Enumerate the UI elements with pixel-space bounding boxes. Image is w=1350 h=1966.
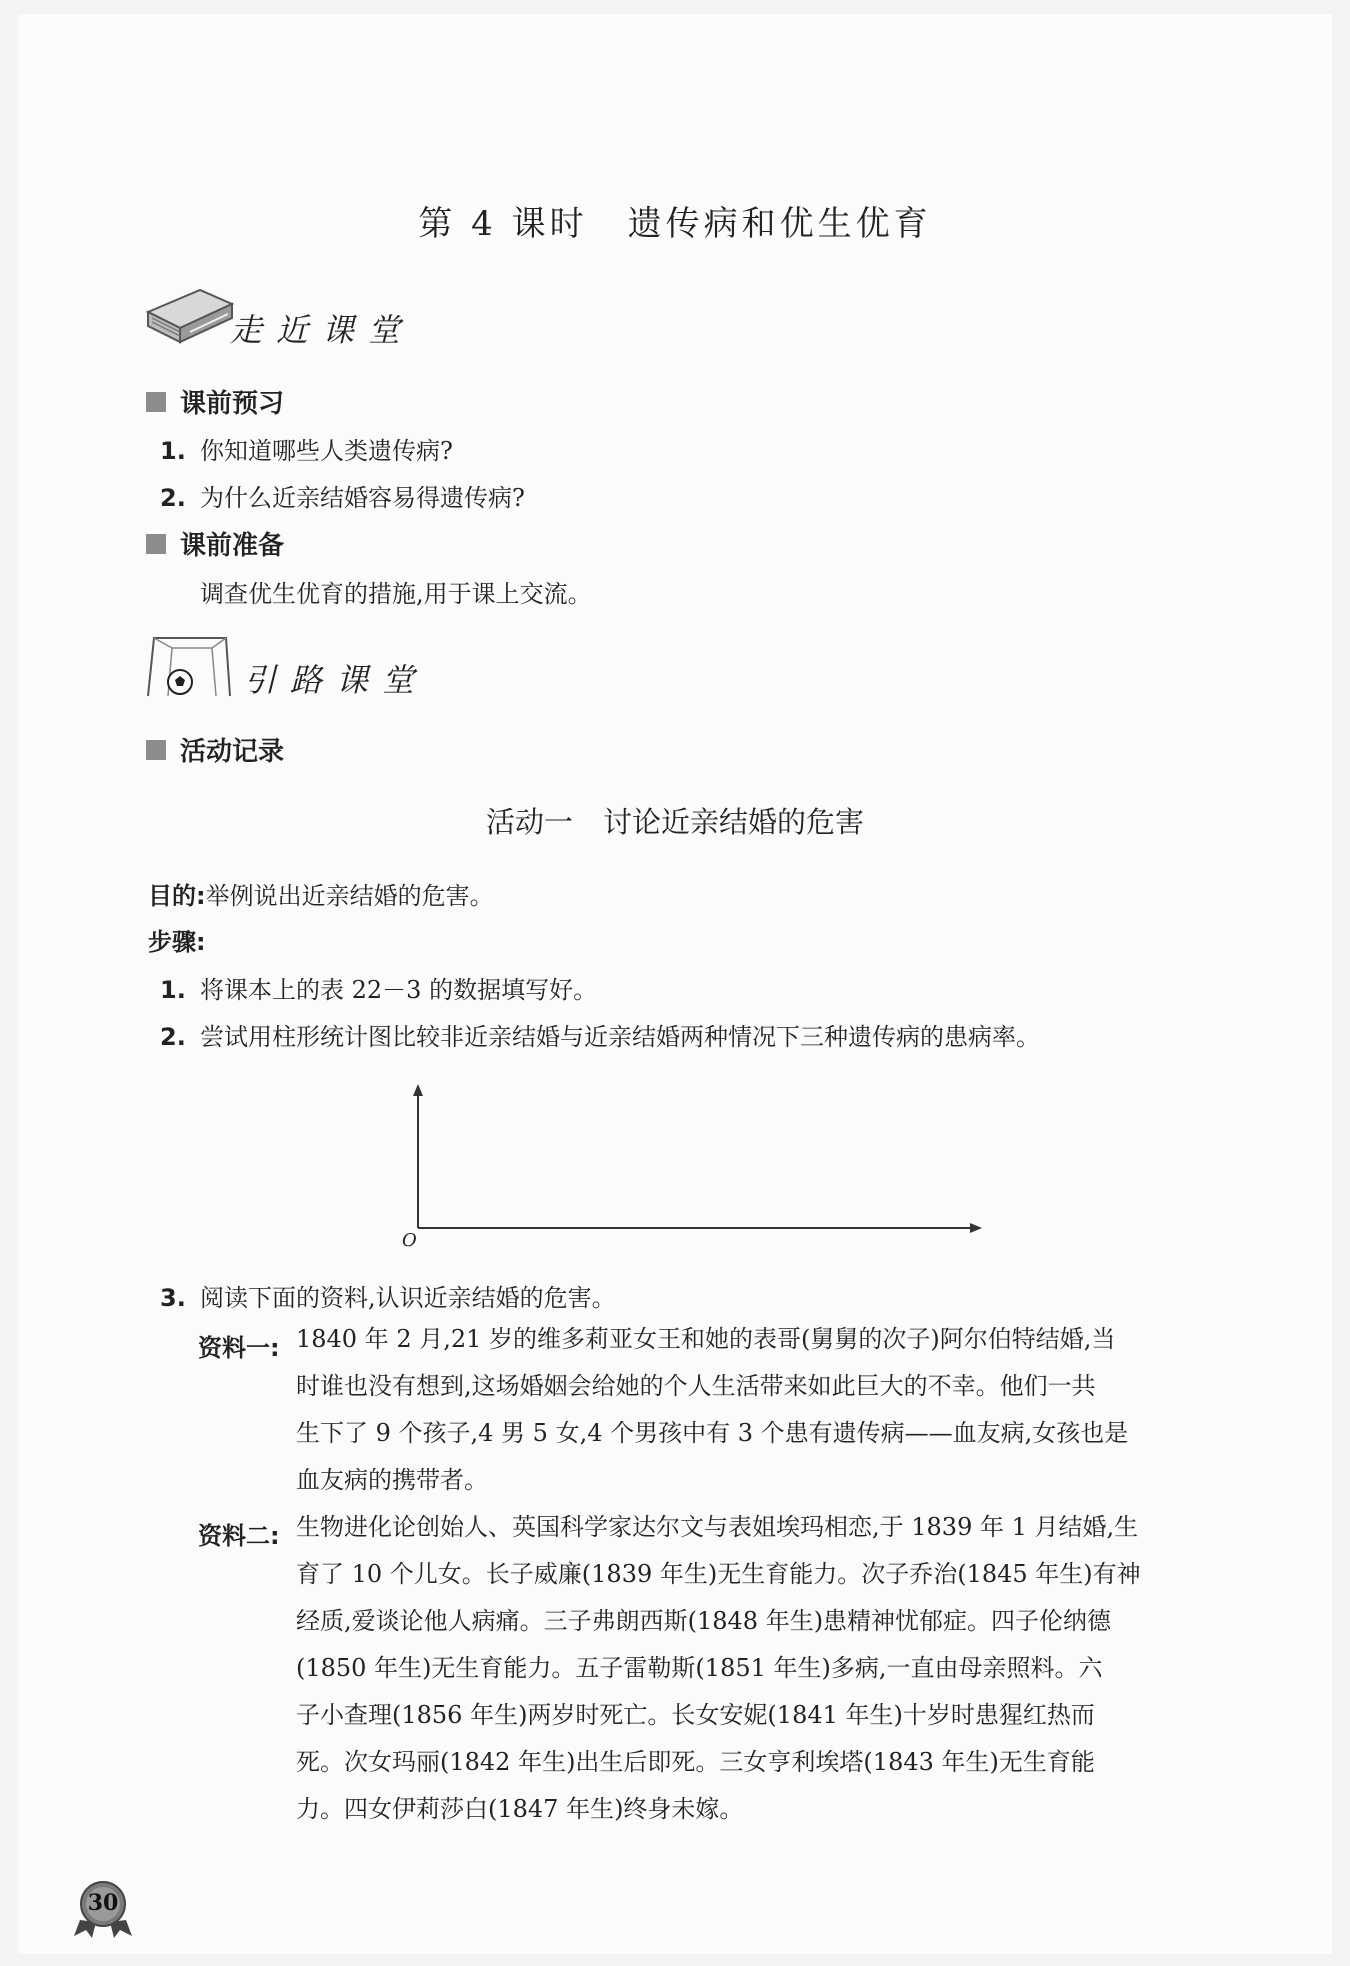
item-text: 你知道哪些人类遗传病? [200, 437, 453, 465]
section-heading-preview [146, 383, 284, 420]
preparation-text: 调查优生优育的措施,用于课上交流。 [200, 580, 592, 608]
activity-title [0, 800, 1350, 841]
step-number: 3. [160, 1284, 186, 1312]
section-heading-text: 课前准备 [180, 531, 285, 561]
item-number: 2. [160, 484, 186, 512]
square-bullet-icon [146, 392, 166, 412]
lesson-number: 第 4 课时 [418, 204, 588, 244]
step-text: 尝试用柱形统计图比较非近亲结婚与近亲结婚两种情况下三种遗传病的患病率。 [200, 1023, 1040, 1051]
item-number: 1. [160, 437, 186, 465]
list-item [160, 431, 453, 466]
section-heading-preparation [146, 525, 284, 562]
step-number: 2. [160, 1023, 186, 1051]
text-line: 1840 年 2 月,21 岁的维多莉亚女王和她的表哥(舅舅的次子)阿尔伯特结婚,当 [296, 1325, 1116, 1353]
lesson-title [0, 196, 1350, 245]
item-text: 为什么近亲结婚容易得遗传病? [200, 484, 525, 512]
banner-title: 走近课堂 [230, 311, 415, 349]
step-item [160, 970, 597, 1005]
text-line: 血友病的携带者。 [296, 1466, 488, 1494]
step-text: 阅读下面的资料,认识近亲结婚的危害。 [200, 1284, 616, 1312]
step-item [160, 1278, 616, 1313]
activity-number: 活动一 [485, 805, 573, 839]
page-number: 30 [87, 1890, 119, 1916]
step-number: 1. [160, 976, 186, 1004]
material-one-text [296, 1316, 1236, 1504]
origin-label: O [402, 1230, 417, 1251]
text-line: 子小查理(1856 年生)两岁时死亡。长女安妮(1841 年生)十岁时患猩红热而 [296, 1701, 1095, 1729]
lesson-name: 遗传病和优生优育 [627, 204, 932, 244]
blank-chart-axes[interactable] [400, 1080, 990, 1240]
section-heading-text: 活动记录 [180, 737, 285, 767]
x-axis-arrow-icon [970, 1223, 982, 1233]
purpose-text: 举例说出近亲结婚的危害。 [205, 882, 494, 910]
soccer-goal-icon [142, 634, 234, 700]
text-line: 力。四女伊莉莎白(1847 年生)终身未嫁。 [296, 1795, 744, 1823]
books-icon [140, 282, 238, 352]
y-axis-arrow-icon [413, 1084, 423, 1096]
text-line: 死。次女玛丽(1842 年生)出生后即死。三女亨利埃塔(1843 年生)无生育能 [296, 1748, 1095, 1776]
text-line: 生下了 9 个孩子,4 男 5 女,4 个男孩中有 3 个患有遗传病——血友病,女孩也是 [296, 1419, 1129, 1447]
material-two-label: 资料二: [198, 1522, 280, 1550]
text-line: 时谁也没有想到,这场婚姻会给她的个人生活带来如此巨大的不幸。他们一共 [296, 1372, 1096, 1400]
steps-label: 步骤: [148, 928, 206, 956]
step-item [160, 1017, 1040, 1052]
banner-title: 引路课堂 [244, 661, 429, 699]
activity-name: 讨论近亲结婚的危害 [603, 805, 865, 839]
material-one-label: 资料一: [198, 1334, 280, 1362]
purpose-label: 目的: [148, 882, 206, 910]
square-bullet-icon [146, 740, 166, 760]
text-line: 育了 10 个儿女。长子威廉(1839 年生)无生育能力。次子乔治(1845 年生)有神 [296, 1560, 1141, 1588]
square-bullet-icon [146, 534, 166, 554]
text-line: 经质,爱谈论他人病痛。三子弗朗西斯(1848 年生)患精神忧郁症。四子伦纳德 [296, 1607, 1112, 1635]
purpose-line [148, 876, 494, 911]
material-two-text [296, 1504, 1236, 1833]
section-heading-text: 课前预习 [180, 389, 285, 419]
list-item [160, 478, 525, 513]
section-heading-activity-record [146, 731, 284, 768]
text-line: (1850 年生)无生育能力。五子雷勒斯(1851 年生)多病,一直由母亲照料。六 [296, 1654, 1103, 1682]
text-line: 生物进化论创始人、英国科学家达尔文与表姐埃玛相恋,于 1839 年 1 月结婚,生 [296, 1513, 1139, 1541]
step-text: 将课本上的表 22－3 的数据填写好。 [200, 976, 598, 1004]
page-number-badge [74, 1880, 132, 1938]
